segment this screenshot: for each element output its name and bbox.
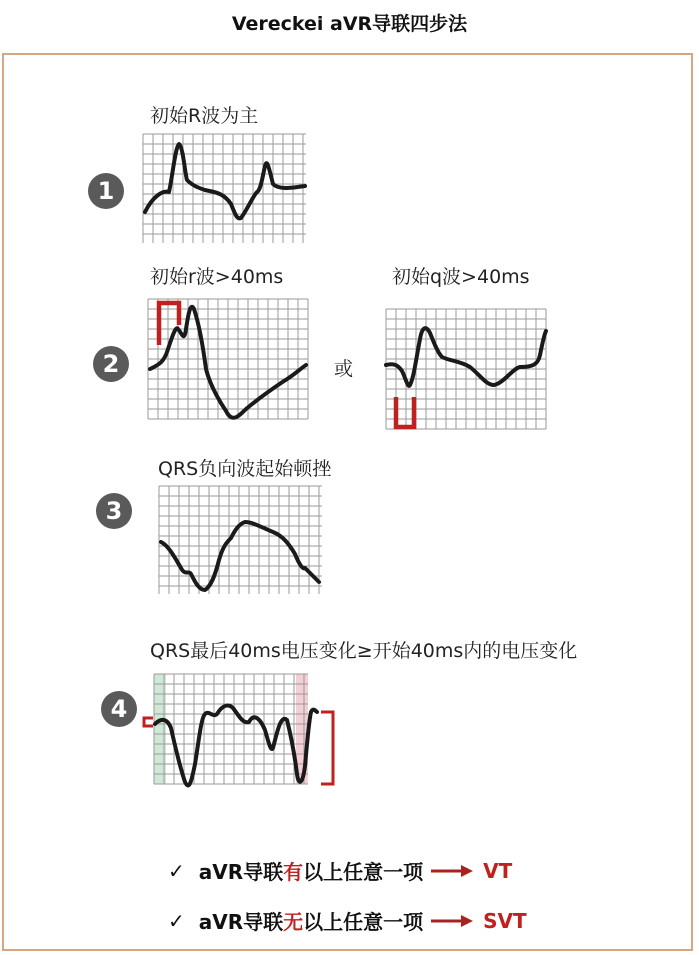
conclusion-svt-result: SVT bbox=[483, 908, 527, 933]
step1-label: 初始R波为主 bbox=[150, 105, 259, 127]
step1-badge: 1 bbox=[88, 173, 124, 209]
step4-end-bracket bbox=[321, 712, 333, 784]
step4-ecg bbox=[141, 674, 339, 790]
step2-right-highlight bbox=[396, 397, 414, 427]
conclusion-vt bbox=[168, 856, 512, 885]
step4-label: QRS最后40ms电压变化≥开始40ms内的电压变化 bbox=[150, 640, 578, 662]
step3-badge: 3 bbox=[96, 493, 132, 529]
step1-trace bbox=[145, 144, 305, 218]
page-title: Vereckei aVR导联四步法 bbox=[231, 13, 468, 35]
step2-left-grid bbox=[148, 299, 308, 419]
arrow-right-icon bbox=[431, 914, 473, 928]
step1-ecg bbox=[143, 134, 306, 243]
conclusion-vt-suffix: 以上任意一项 bbox=[303, 860, 424, 884]
step2-left-ecg bbox=[148, 299, 308, 419]
step2-left-label: 初始r波>40ms bbox=[150, 266, 284, 288]
step2-right-ecg bbox=[386, 309, 546, 429]
conclusion-svt-suffix: 以上任意一项 bbox=[303, 910, 424, 934]
step2-right-label: 初始q波>40ms bbox=[392, 266, 530, 288]
check-icon: ✓ bbox=[168, 908, 185, 933]
conclusion-svt bbox=[168, 906, 527, 935]
step3-label: QRS负向波起始顿挫 bbox=[158, 458, 332, 480]
step3-grid bbox=[159, 486, 322, 594]
conclusion-vt-emph: 有 bbox=[283, 860, 304, 884]
step4-trace bbox=[155, 706, 317, 786]
check-icon: ✓ bbox=[168, 858, 185, 883]
arrow-right-icon bbox=[431, 864, 473, 878]
conclusion-vt-prefix: aVR导联 bbox=[198, 860, 284, 884]
step3-ecg bbox=[159, 486, 322, 594]
or-label: 或 bbox=[334, 358, 354, 380]
conclusion-svt-emph: 无 bbox=[283, 910, 304, 934]
step4-badge: 4 bbox=[101, 691, 137, 727]
conclusion-svt-prefix: aVR导联 bbox=[198, 910, 284, 934]
step2-right-grid bbox=[386, 309, 546, 429]
step2-badge: 2 bbox=[93, 346, 129, 382]
conclusion-vt-result: VT bbox=[483, 858, 513, 883]
step4-start-bracket bbox=[144, 718, 153, 726]
step4-grid bbox=[154, 674, 308, 784]
